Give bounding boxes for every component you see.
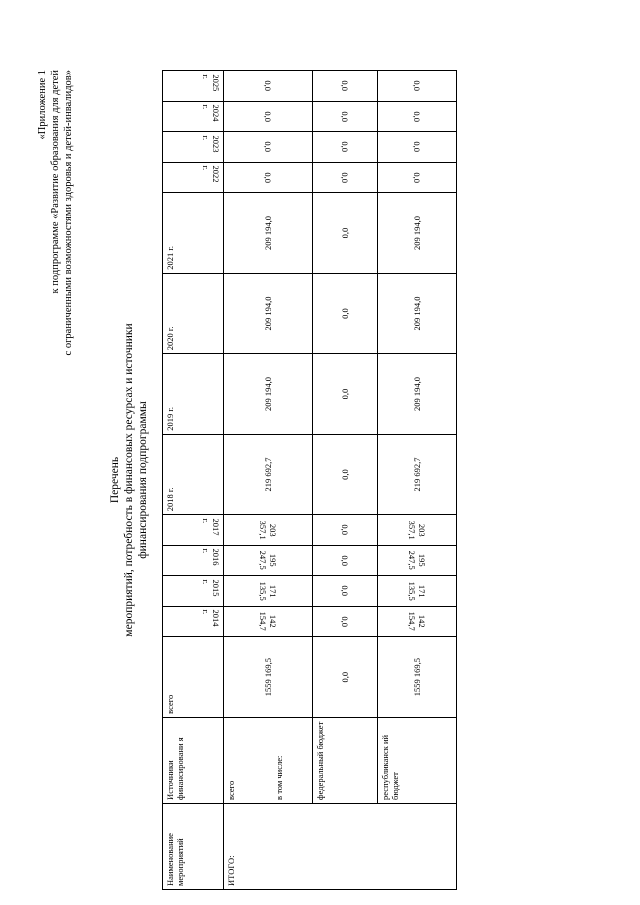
cell-2019: 0,0 [313, 354, 378, 435]
header-2019: 2019 г. [163, 354, 224, 435]
cell-total: 0,0 [313, 637, 378, 718]
source-cell: федеральный бюджет [313, 717, 378, 803]
cell-2015: 171 135,5 [224, 576, 313, 607]
cell-total: 1559 169,5 [378, 637, 457, 718]
document-page [30, 60, 610, 900]
header-2014: 2014 г. [163, 606, 224, 637]
header-2015: 2015 г. [163, 576, 224, 607]
document-title [108, 60, 150, 900]
cell-2025: 0,0 [224, 71, 313, 102]
cell-2018: 0,0 [313, 434, 378, 515]
header-source: Источники финансировани я [163, 717, 224, 803]
itogo-cell: ИТОГО: [224, 803, 457, 889]
cell-2014: 142 154,7 [378, 606, 457, 637]
cell-2017: 203 357,1 [224, 515, 313, 546]
table-row [224, 71, 313, 890]
cell-2019: 209 194,0 [378, 354, 457, 435]
cell-2020: 209 194,0 [224, 273, 313, 354]
table-row [313, 71, 378, 890]
appendix-line: «Приложение 1 [37, 70, 48, 140]
cell-2022: 0,0 [313, 162, 378, 193]
cell-2015: 171 135,5 [378, 576, 457, 607]
appendix-line: с ограниченными возможностями здоровья и детей-инвалидов» [63, 70, 74, 356]
cell-2019: 209 194,0 [224, 354, 313, 435]
cell-2018: 219 692,7 [378, 434, 457, 515]
cell-2024: 0,0 [313, 101, 378, 132]
header-2020: 2020 г. [163, 273, 224, 354]
title-line: финансирования подпрограммы [137, 401, 149, 559]
cell-2024: 0,0 [378, 101, 457, 132]
appendix-note [36, 70, 75, 355]
cell-2021: 209 194,0 [224, 193, 313, 274]
header-2018: 2018 г. [163, 434, 224, 515]
cell-2022: 0,0 [378, 162, 457, 193]
cell-2016: 195 247,5 [378, 545, 457, 576]
cell-2025: 0,0 [378, 71, 457, 102]
cell-2021: 209 194,0 [378, 193, 457, 274]
cell-2014: 0,0 [313, 606, 378, 637]
title-line: мероприятий, потребность в финансовых ресурсах и источники [123, 323, 135, 637]
cell-2023: 0,0 [378, 132, 457, 163]
cell-2017: 0,0 [313, 515, 378, 546]
cell-2017: 203 357,1 [378, 515, 457, 546]
cell-2020: 0,0 [313, 273, 378, 354]
header-2016: 2016 г. [163, 545, 224, 576]
cell-2018: 219 692,7 [224, 434, 313, 515]
financing-table [162, 70, 457, 890]
table-row [378, 71, 457, 890]
cell-2022: 0,0 [224, 162, 313, 193]
cell-2023: 0,0 [313, 132, 378, 163]
cell-total: 1559 169,5 [224, 637, 313, 718]
cell-2020: 209 194,0 [378, 273, 457, 354]
title-line: Перечень [109, 456, 121, 504]
cell-2023: 0,0 [224, 132, 313, 163]
appendix-line: к подпрограмме «Развитие образования для детей [50, 70, 61, 294]
source-cell: республиканск ий бюджет [378, 717, 457, 803]
header-2025: 2025 г. [163, 71, 224, 102]
cell-2021: 0,0 [313, 193, 378, 274]
cell-2016: 0,0 [313, 545, 378, 576]
header-row [163, 71, 224, 890]
cell-2025: 0,0 [313, 71, 378, 102]
cell-2016: 195 247,5 [224, 545, 313, 576]
cell-2014: 142 154,7 [224, 606, 313, 637]
header-2022: 2022 г. [163, 162, 224, 193]
cell-2024: 0,0 [224, 101, 313, 132]
header-2021: 2021 г. [163, 193, 224, 274]
header-name: Наименование мероприятий [163, 803, 224, 889]
source-cell [224, 717, 313, 803]
cell-2015: 0,0 [313, 576, 378, 607]
header-total: всего [163, 637, 224, 718]
source-sub-label: в том числе: [274, 755, 284, 800]
header-2024: 2024 г. [163, 101, 224, 132]
source-label: всего [226, 780, 236, 800]
header-2023: 2023 г. [163, 132, 224, 163]
header-2017: 2017 г. [163, 515, 224, 546]
